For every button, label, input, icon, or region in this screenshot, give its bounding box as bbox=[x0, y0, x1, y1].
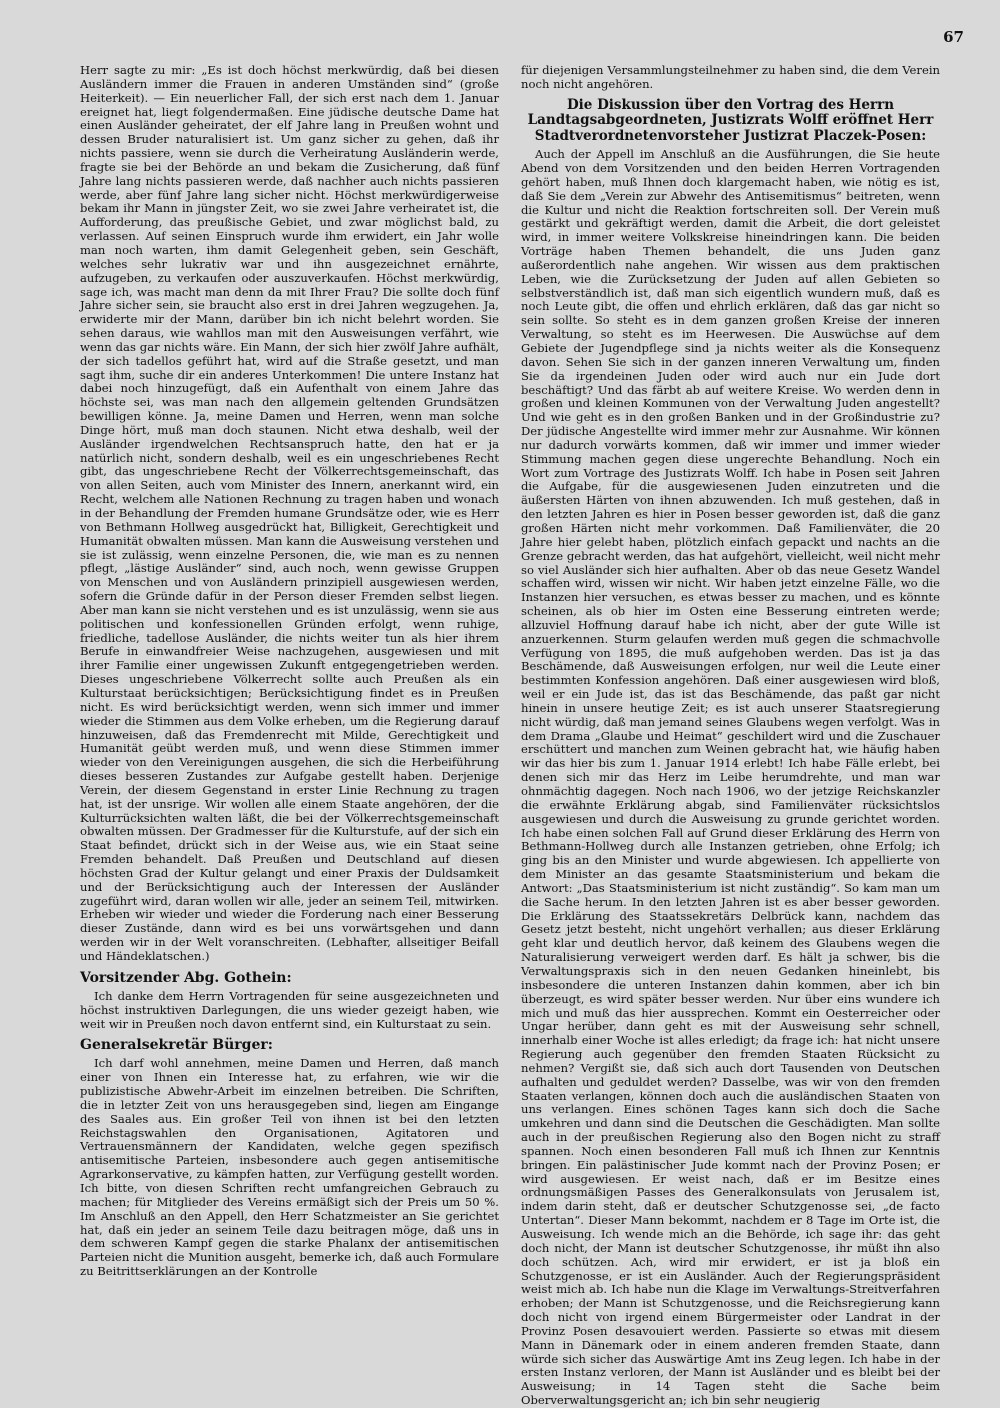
page-number: 67 bbox=[943, 28, 964, 46]
left-paragraph-1: Herr sagte zu mir: „Es ist doch höchst merkwürdig, daß bei diesen Ausländern immer die Frauen in anderen Umständen sind“ (große Heiterkeit). — Ein neuerlicher Fall, der sich erst nach dem 1. Januar ereignet hat, liegt folgendermaßen. Eine jüdische deutsche Dame hat einen Ausländer geheiratet, der elf Jahre lang in Preußen wohnt und dessen Bruder naturalisiert ist. Um ganz sicher zu gehen, daß ihr nichts passiere, wenn sie durch die Verheiratung Ausländerin werde, fragte sie bei der Behörde an und bekam die Zusicherung, daß fünf Jahre lang nichts passieren werde, daß nachher auch nichts passieren werde, aber fünf Jahre lang sicher nicht. Höchst merkwürdigerweise bekam ihr Mann in jüngster Zeit, wo sie zwei Jahre verheiratet ist, die Aufforderung, das preußische Gebiet, und zwar möglichst bald, zu verlassen. Auf seinen Einspruch wurde ihm erwidert, ein Jahr wolle man noch warten, ihm damit Gelegenheit geben, sein Geschäft, welches sehr lukrativ war und ihn ausgezeichnet ernährte, aufzugeben, zu verkaufen oder auszuverkaufen. Höchst merkwürdig, sage ich, was macht man denn da mit Ihrer Frau? Die sollte doch fünf Jahre sicher sein, sie braucht also erst in drei Jahren wegzugehen. Ja, erwiderte mir der Mann, darüber bin ich nicht belehrt worden. Sie sehen daraus, wie wahllos man mit den Ausweisungen verfährt, wie wenn das gar nichts wäre. Ein Mann, der sich hier zwölf Jahre aufhält, der sich tadellos geführt hat, wird auf die Straße gesetzt, und man sagt ihm, suche dir ein anderes Unterkommen! Die untere Instanz hat dabei noch hinzugefügt, daß ein Aufenthalt von einem Jahre das höchste sei, was man nach den allgemein geltenden Grundsätzen bewilligen könne. Ja, meine Damen und Herren, wenn man solche Dinge hört, muß man doch staunen. Nicht etwa deshalb, weil der Ausländer irgendwelchen Rechtsanspruch hatte, den hat er ja natürlich nicht, sondern deshalb, weil es ein ungeschriebenes Recht gibt, das ungeschriebene Recht der Völkerrechtsgemeinschaft, das von allen Seiten, auch vom Minister des Innern, anerkannt wird, ein Recht, welchem alle Nationen Rechnung zu tragen haben und wonach in der Behandlung der Fremden humane Grundsätze oder, wie es Herr von Bethmann Hollweg ausgedrückt hat, Billigkeit, Gerechtigkeit und Humanität obwalten müssen. Man kann die Ausweisung verstehen und sie ist zulässig, wenn einzelne Personen, die, wie man es zu nennen pflegt, „lästige Ausländer“ sind, auch noch, wenn gewisse Gruppen von Menschen und von Ausländern prinzipiell ausgewiesen werden, sofern die Gründe dafür in der Person dieser Fremden selbst liegen. Aber man kann sie nicht verstehen und es ist unzulässig, wenn sie aus politischen und konfessionellen Gründen erfolgt, wenn ruhige, friedliche, tadellose Ausländer, die nichts weiter tun als hier ihrem Berufe in einwandfreier Weise nachzugehen, ausgewiesen und mit ihrer Familie einer ungewissen Zukunft entgegengetrieben werden. Dieses ungeschriebene Völkerrecht sollte auch Preußen als ein Kulturstaat berücksichtigen; Berücksichtigung findet es in Preußen nicht. Es wird berücksichtigt werden, wenn sich immer und immer wieder die Stimmen aus dem Volke erheben, um die Regierung darauf hinzuweisen, daß das Fremdenrecht mit Milde, Gerechtigkeit und Humanität geübt werden muß, und wenn diese Stimmen immer wieder von den Vereinigungen ausgehen, die sich die Herbeiführung dieses besseren Zustandes zur Aufgabe gestellt haben. Derjenige Verein, der diesem Gegenstand in erster Linie Rechnung zu tragen hat, ist der unsrige. Wir wollen alle einem Staate angehören, der die Kulturrücksichten walten läßt, die bei der Völkerrechtsgemeinschaft obwalten müssen. Der Gradmesser für die Kulturstufe, auf der sich ein Staat befindet, drückt sich in der Weise aus, wie ein Staat seine Fremden behandelt. Daß Preußen und Deutschland auf diesen höchsten Grad der Kultur gelangt und einer Praxis der Duldsamkeit und der Berücksichtigung auch der Interessen der Ausländer zugeführt wird, daran wollen wir alle, jeder an seinem Teil, mitwirken. Erheben wir wieder und wieder die Forderung nach einer Besserung dieser Zustände, dann wird es bei uns vorwärtsgehen und dann werden wir in der Welt voranschreiten. (Lebhafter, allseitiger Beifall und Händeklatschen.) bbox=[80, 63, 499, 963]
right-paragraph-1: Auch der Appell im Anschluß an die Ausführungen, die Sie heute Abend von dem Vorsitzenden und den beiden Herren Vortragenden gehört haben, muß Ihnen doch klargemacht haben, wie nötig es ist, daß Sie dem „Verein zur Abwehr des Antisemitismus“ beitreten, wenn die Kultur und nicht die Reaktion fortschreiten soll. Der Verein muß gestärkt und gekräftigt werden, damit die Arbeit, die dort geleistet wird, in immer weitere Volkskreise hineindringen kann. Die beiden Vorträge haben Themen behandelt, die uns Juden ganz außerordentlich nahe angehen. Wir wissen aus dem praktischen Leben, wie die Zurücksetzung der Juden auf allen Gebieten so selbstverständlich ist, daß man sich eigentlich wundern muß, daß es noch Leute gibt, die offen und ehrlich erklären, daß das gar nicht so sein sollte. So steht es in dem ganzen großen Kreise der inneren Verwaltung, so steht es im Heerwesen. Die Auswüchse auf dem Gebiete der Jugendpflege sind ja nichts weiter als die Konsequenz davon. Sehen Sie sich in der ganzen inneren Verwaltung um, finden Sie da irgendeinen Juden oder wird auch nur ein Jude dort beschäftigt? Und das färbt ab auf weitere Kreise. Wo werden denn in großen und kleinen Kommunen von der Verwaltung Juden angestellt? Und wie geht es in den großen Banken und in der Großindustrie zu? Der jüdische Angestellte wird immer mehr zur Ausnahme. Wir können nur dadurch vorwärts kommen, daß wir immer und immer wieder Stimmung machen gegen diese ungerechte Behandlung. Noch ein Wort zum Vortrage des Justizrats Wolff. Ich habe in Posen seit Jahren die Aufgabe, für die ausgewiesenen Juden einzutreten und die äußersten Härten von ihnen abzuwenden. Ich muß gestehen, daß in den letzten Jahren es hier in Posen besser geworden ist, daß die ganz großen Härten nicht mehr vorkommen. Daß Familienväter, die 20 Jahre hier gelebt haben, plötzlich einfach gepackt und nachts an die Grenze gebracht werden, das hat aufgehört, vielleicht, weil nicht mehr so viel Ausländer sich hier aufhalten. Aber ob das neue Gesetz Wandel schaffen wird, wissen wir nicht. Wir haben jetzt einzelne Fälle, wo die Instanzen hier versuchen, es etwas besser zu machen, und es könnte scheinen, als ob hier im Osten eine Besserung eintreten werde; allzuviel Hoffnung darauf habe ich nicht, aber der gute Wille ist anzuerkennen. Sturm gelaufen werden muß gegen die schmachvolle Verfügung von 1895, die muß aufgehoben werden. Das ist ja das Beschämende, daß Ausweisungen erfolgen, nur weil die Leute einer bestimmten Konfession angehören. Daß einer ausgewiesen wird bloß, weil er ein Jude ist, das ist das Beschämende, das paßt gar nicht hinein in unsere heutige Zeit; es ist auch unserer Staatsregierung nicht würdig, daß man jemand seines Glaubens wegen verfolgt. Was in dem Drama „Glaube und Heimat“ geschildert wird und die Zuschauer erschüttert und manchen zum Weinen gebracht hat, wie häufig haben wir das hier bis zum 1. Januar 1914 erlebt! Ich habe Fälle erlebt, bei denen sich mir das Herz im Leibe herumdrehte, und man war ohnmächtig dagegen. Noch nach 1906, wo der jetzige Reichskanzler die erwähnte Erklärung abgab, sind Familienväter rücksichtslos ausgewiesen und durch die Ausweisung zu grunde gerichtet worden. Ich habe einen solchen Fall auf Grund dieser Erklärung des Herrn von Bethmann-Hollweg durch alle Instanzen getrieben, ohne Erfolg; ich ging bis an den Minister und wurde abgewiesen. Ich appellierte von dem Minister an das gesamte Staatsministerium und bekam die Antwort: „Das Staatsministerium ist nicht zuständig“. So kam man um die Sache herum. In den letzten Jahren ist es aber besser geworden. Die Erklärung des Staatssekretärs Delbrück kann, nachdem das Gesetz jetzt besteht, nicht ungehört verhallen; aus dieser Erklärung geht klar und deutlich hervor, daß keinem des Glaubens wegen die Naturalisierung verweigert werden darf. Es hält ja schwer, bis die Verwaltungspraxis sich in den neuen Gedanken hineinlebt, bis insbesondere die unteren Instanzen dahin kommen, aber ich bin überzeugt, es wird später besser werden. Nur über eins wundere ich mich und muß das hier aussprechen. Kommt ein Oesterreicher oder Ungar herüber, dann geht es mit der Ausweisung sehr schnell, innerhalb einer Woche ist alles erledigt; da frage ich: hat nicht unsere Regierung auch gegenüber den fremden Staaten Rücksicht zu nehmen? Vergißt sie, daß sich auch dort Tausenden von Deutschen aufhalten und geduldet werden? Dasselbe, was wir von den fremden Staaten verlangen, können doch auch die ausländischen Staaten von uns verlangen. Eines schönen Tages kann sich doch die Sache umkehren und dann sind die Deutschen die Geschädigten. Man sollte auch in der preußischen Regierung also den Bogen nicht zu straff spannen. Noch einen besonderen Fall muß ich Ihnen zur Kenntnis bringen. Ein palästinischer Jude kommt nach der Provinz Posen; er wird ausgewiesen. Er weist nach, daß er im Besitze eines ordnungsmäßigen Passes des Generalkonsulats von Jerusalem ist, indem darin steht, daß er deutscher Schutzgenosse sei, „de facto Untertan“. Dieser Mann bekommt, nachdem er 8 Tage im Orte ist, die Ausweisung. Ich wende mich an die Behörde, ich sage ihr: das geht doch nicht, der Mann ist deutscher Schutzgenosse, ihr müßt ihn also doch schützen. Ach, wird mir erwidert, er ist ja bloß ein Schutzgenosse, er ist ein Ausländer. Auch der Regierungspräsident weist mich ab. Ich habe nun die Klage im Verwaltungs-Streitverfahren erhoben; der Mann ist Schutzgenosse, und die Reichsregierung kann doch nicht von irgend einem Bürgermeister oder Landrat in der Provinz Posen desavouiert werden. Passierte so etwas mit diesem Mann in Dänemark oder in einem anderen fremden Staate, dann würde sich sicher das Auswärtige Amt ins Zeug legen. Ich habe in der ersten Instanz verloren, der Mann ist Ausländer und es bleibt bei der Ausweisung; in 14 Tagen steht die Sache beim Oberverwaltungsgericht an; ich bin sehr neugierig bbox=[521, 147, 940, 1408]
left-paragraph-2: Ich danke dem Herrn Vortragenden für seine ausgezeichneten und höchst instruktiven Darlegungen, die uns wieder gezeigt haben, wie weit wir in Preußen noch davon entfernt sind, ein Kulturstaat zu sein. bbox=[80, 988, 499, 1031]
left-column bbox=[80, 64, 499, 1354]
speaker-heading-gothein: Vorsitzender Abg. Gothein: bbox=[80, 969, 292, 986]
right-paragraph-0: für diejenigen Versammlungsteilnehmer zu haben sind, die dem Verein noch nicht angehören. bbox=[521, 63, 940, 91]
right-column bbox=[521, 63, 940, 1408]
discussion-heading: Die Diskussion über den Vortrag des Herrn Landtagsabgeordneten, Justizrats Wolff eröffnet Herr Stadtverordnetenvorsteher Justizrat Placzek-Posen: bbox=[527, 96, 934, 144]
speaker-heading-buerger: Generalsekretär Bürger: bbox=[80, 1037, 273, 1054]
two-column-body bbox=[80, 63, 940, 1408]
left-paragraph-3: Ich darf wohl annehmen, meine Damen und Herren, daß manch einer von Ihnen ein Interesse hat, zu erfahren, wie wir die publizistische Abwehr-Arbeit im einzelnen betreiben. Die Schriften, die in letzter Zeit von uns herausgegeben sind, liegen am Eingange des Saales aus. Ein großer Teil von ihnen ist bei den letzten Reichstagswahlen den Organisationen, Agitatoren und Vertrauensmännern der Kandidaten, welche gegen spezifisch antisemitische Parteien, insbesondere auch gegen antisemitische Agrarkonservative, zu kämpfen hatten, zur Verfügung gestellt worden. Ich bitte, von diesen Schriften recht umfangreichen Gebrauch zu machen; für Mitglieder des Vereins ermäßigt sich der Preis um 50 %. Im Anschluß an den Appell, den Herr Schatzmeister an Sie gerichtet hat, daß ein jeder an seinem Teile dazu beitragen möge, daß uns in dem schweren Kampf gegen die starke Phalanx der antisemitischen Parteien nicht die Munition ausgeht, bemerke ich, daß auch Formulare zu Beitrittserklärungen an der Kontrolle bbox=[80, 1056, 499, 1279]
